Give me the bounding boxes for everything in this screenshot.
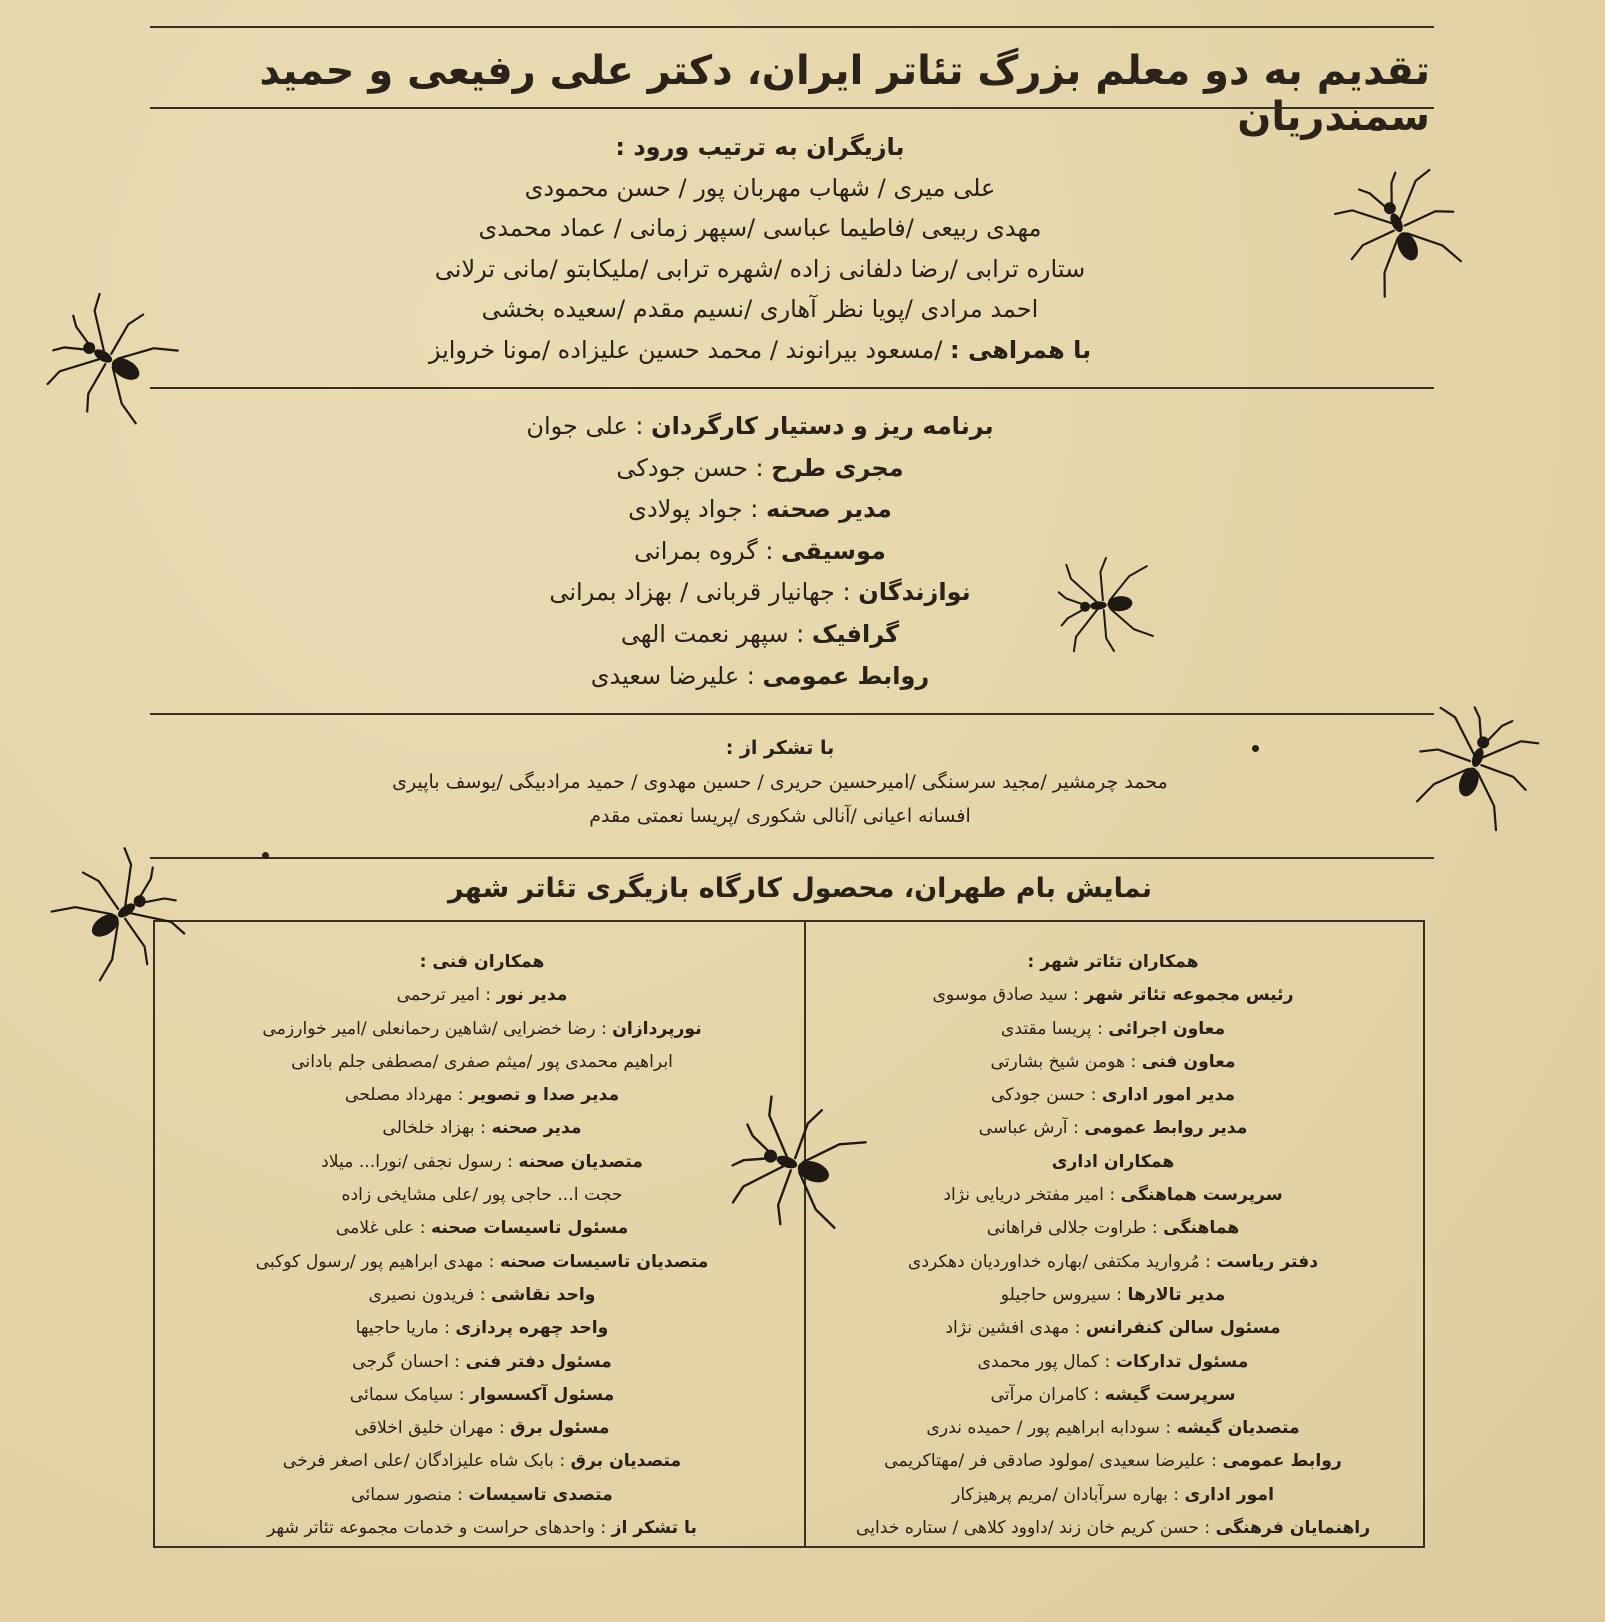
staff-role: مسئول آکسسوار (470, 1384, 615, 1405)
cast-line: ستاره ترابی /رضا دلفانی زاده /شهره ترابی /ملیکابتو /مانی ترلانی (434, 254, 1086, 283)
crew-line (460, 656, 1060, 698)
crew-role: مجری طرح (771, 453, 904, 482)
staff-line (808, 1279, 1418, 1312)
production-subtitle: نمایش بام طهران، محصول کارگاه بازیگری تئاتر شهر (447, 873, 1153, 904)
ant-icon (1398, 688, 1552, 842)
ink-speck (1252, 745, 1259, 752)
staff-role: با تشکر از (611, 1518, 697, 1539)
staff-role: متصدیان برق (570, 1451, 682, 1472)
staff-names: : منصور سمائی (351, 1484, 464, 1505)
staff-line (160, 1445, 804, 1478)
crew-line (460, 448, 1060, 490)
staff-names: : مهرداد مصلحی (344, 1085, 464, 1106)
staff-role: واحد چهره پردازی (455, 1318, 609, 1339)
staff-names: : طراوت جلالی فراهانی (986, 1218, 1158, 1239)
staff-names: : ماریا حاجیها (355, 1318, 450, 1339)
staff-names: : بهزاد خلخالی (382, 1118, 486, 1139)
staff-names: : امیر ترحمی (396, 985, 492, 1006)
staff-role: همکاران اداری (1051, 1151, 1175, 1172)
ant-icon (28, 278, 192, 442)
ink-speck (262, 852, 269, 859)
staff-names: : کامران مرآتی (990, 1384, 1100, 1405)
staff-line (808, 1212, 1418, 1245)
staff-line (160, 1079, 804, 1112)
staff-line (160, 1179, 804, 1212)
staff-role: مدیر نور (496, 985, 568, 1006)
accompany-names: /مسعود بیرانوند / محمد حسین علیزاده /مونا خروایز (428, 335, 943, 364)
staff-role: مدیر تالارها (1127, 1284, 1226, 1305)
staff-line (808, 1046, 1418, 1079)
crew-line (460, 572, 1060, 614)
crew-line (460, 531, 1060, 573)
staff-line (160, 1212, 804, 1245)
staff-names: : سید صادق موسوی (932, 985, 1079, 1006)
staff-line (808, 1112, 1418, 1145)
staff-names: : بهاره سرآبادان /مریم پرهیزکار (952, 1484, 1180, 1505)
staff-names: : علی غلامی (335, 1218, 426, 1239)
staff-names: : امیر مفتخر دریایی نژاد (943, 1185, 1116, 1206)
cast-line: مهدی ربیعی /فاطیما عباسی /سپهر زمانی / عماد محمدی (478, 214, 1042, 242)
staff-role: واحد نقاشی (490, 1284, 596, 1305)
staff-line (808, 1346, 1418, 1379)
cast-section (360, 127, 1160, 370)
cast-heading: بازیگران به ترتیب ورود : (615, 133, 905, 161)
staff-role: مسئول تدارکات (1115, 1351, 1249, 1372)
staff-names: حجت ا... حاجی پور /علی مشایخی زاده (341, 1185, 623, 1206)
staff-line (160, 1412, 804, 1445)
theater-staff-heading: همکاران تئاتر شهر : (1027, 952, 1199, 972)
staff-line (808, 1312, 1418, 1345)
crew-names: : جهانیار قربانی / بهزاد بمرانی (549, 578, 851, 607)
staff-names: : سودابه ابراهیم پور / حمیده ندری (926, 1418, 1172, 1439)
crew-section (460, 406, 1060, 697)
dedication-title: تقدیم به دو معلم بزرگ تئاتر ایران، دکتر علی رفیعی و حمید سمندریان (259, 48, 1430, 140)
staff-role: متصدیان گیشه (1176, 1418, 1300, 1439)
staff-role: راهنمایان فرهنگی (1215, 1518, 1371, 1539)
staff-names: : آرش عباسی (978, 1118, 1079, 1139)
dedication-rule (150, 107, 1434, 109)
thanks-section (260, 731, 1300, 833)
crew-names: : حسن جودکی (616, 453, 764, 482)
staff-names: : سیامک سمائی (349, 1384, 465, 1405)
crew-rule (150, 713, 1434, 715)
cast-line: علی میری / شهاب مهربان پور / حسن محمودی (524, 173, 996, 202)
staff-line (808, 1079, 1418, 1112)
staff-names: : مهدی افشین نژاد (945, 1318, 1081, 1339)
ant-icon (1051, 551, 1159, 659)
crew-role: نوازندگان (858, 578, 971, 607)
crew-line (460, 489, 1060, 531)
staff-role: سرپرست گیشه (1104, 1384, 1236, 1405)
cast-line: احمد مرادی /پویا نظر آهاری /نسیم مقدم /سعیده بخشی (481, 295, 1039, 323)
crew-role: گرافیک (811, 619, 900, 648)
staff-names: : حسن جودکی (990, 1085, 1097, 1106)
staff-names: : هومن شیخ بشارتی (990, 1051, 1137, 1072)
staff-line (160, 1379, 804, 1412)
staff-line (808, 1412, 1418, 1445)
crew-role: مدیر صحنه (765, 495, 892, 524)
staff-role: سرپرست هماهنگی (1120, 1185, 1283, 1206)
staff-names: : سیروس حاجیلو (1000, 1284, 1123, 1305)
staff-role: مسئول سالن کنفرانس (1085, 1318, 1281, 1339)
crew-names: : علیرضا سعیدی (590, 661, 755, 690)
staff-role: متصدیان صحنه (518, 1151, 643, 1172)
accompany-label: با همراهی : (950, 335, 1092, 364)
staff-line (160, 1346, 804, 1379)
staff-line (160, 1246, 804, 1279)
staff-names: : مُروارید مکتفی /بهاره خداوردیان دهکردی (907, 1251, 1211, 1272)
staff-names: : کمال پور محمدی (977, 1351, 1111, 1372)
staff-names: : پریسا مقتدی (1000, 1018, 1103, 1039)
staff-line (160, 1146, 804, 1179)
staff-line (160, 1312, 804, 1345)
staff-names: : فریدون نصیری (368, 1284, 486, 1305)
thanks-rule (150, 857, 1434, 859)
staff-names: : احسان گرجی (352, 1351, 461, 1372)
technical-staff-column (160, 946, 804, 1545)
crew-names: : جواد پولادی (628, 495, 759, 524)
crew-names: : سپهر نعمت الهی (620, 619, 805, 648)
crew-names: : علی جوان (526, 412, 644, 440)
crew-role: روابط عمومی (762, 661, 930, 690)
staff-role: متصدیان تاسیسات صحنه (499, 1251, 709, 1272)
staff-role: مسئول دفتر فنی (465, 1351, 612, 1372)
staff-line (160, 979, 804, 1012)
staff-names: : رسول نجفی /نورا... میلاد (321, 1151, 513, 1172)
staff-line (808, 1179, 1418, 1212)
staff-role: مدیر امور اداری (1101, 1085, 1236, 1106)
staff-line (808, 1445, 1418, 1478)
staff-role: مدیر صدا و تصویر (469, 1085, 620, 1106)
staff-role: معاون فنی (1141, 1051, 1236, 1072)
staff-names: ابراهیم محمدی پور /میثم صفری /مصطفی جلم بادانی (291, 1051, 673, 1072)
thanks-line: افسانه اعیانی /آنالی شکوری /پریسا نعمتی مقدم (589, 805, 971, 827)
crew-line (460, 614, 1060, 656)
crew-role: موسیقی (781, 536, 886, 565)
staff-names: : رضا خضرایی /شاهین رحمانعلی /امیر خوارزمی (262, 1018, 607, 1039)
theater-staff-column (808, 946, 1418, 1545)
crew-names: : گروه بمرانی (634, 536, 774, 565)
staff-role: نورپردازان (612, 1018, 702, 1039)
staff-line (160, 1013, 804, 1046)
staff-role: روابط عمومی (1222, 1451, 1342, 1472)
staff-line (808, 1512, 1418, 1545)
staff-role: مسئول تاسیسات صحنه (430, 1218, 629, 1239)
top-rule (150, 26, 1434, 28)
staff-line (808, 1246, 1418, 1279)
staff-line (160, 1279, 804, 1312)
staff-line (160, 1112, 804, 1145)
crew-role: برنامه ریز و دستیار کارگردان (651, 412, 994, 440)
staff-role: متصدی تاسیسات (468, 1484, 613, 1505)
staff-role: مدیر روابط عمومی (1084, 1118, 1248, 1139)
staff-names: : بابک شاه علیزادگان /علی اصغر فرخی (282, 1451, 566, 1472)
staff-names: : مهران خلیق اخلاقی (354, 1418, 505, 1439)
staff-line (160, 1512, 804, 1545)
crew-line (460, 406, 1060, 448)
technical-staff-heading: همکاران فنی : (419, 952, 545, 972)
ant-icon (1320, 150, 1479, 309)
thanks-line: محمد چرمشیر /مجید سرسنگی /امیرحسین حریری / حسین مهدوی / حمید مرادبیگی /یوسف باپیری (392, 771, 1168, 793)
staff-line (808, 1013, 1418, 1046)
staff-names: : علیرضا سعیدی /مولود صادقی فر /مهتاکریمی (884, 1451, 1217, 1472)
staff-line (808, 1379, 1418, 1412)
staff-role: امور اداری (1184, 1484, 1274, 1505)
staff-role: مسئول برق (510, 1418, 610, 1439)
staff-role: مدیر صحنه (491, 1118, 582, 1139)
staff-role: معاون اجرائی (1108, 1018, 1226, 1039)
staff-names: : حسن کریم خان زند /داوود کلاهی / ستاره خدایی (855, 1518, 1211, 1539)
staff-role: دفتر ریاست (1216, 1251, 1319, 1272)
staff-role: هماهنگی (1163, 1218, 1240, 1239)
staff-line (808, 1146, 1418, 1179)
staff-role: رئیس مجموعه تئاتر شهر (1084, 985, 1294, 1006)
thanks-heading: با تشکر از : (725, 737, 835, 759)
staff-line (808, 979, 1418, 1012)
cast-rule (150, 387, 1434, 389)
staff-names: : مهدی ابراهیم پور /رسول کوکبی (255, 1251, 495, 1272)
staff-line (160, 1479, 804, 1512)
staff-line (808, 1479, 1418, 1512)
cast-accompany-line (360, 330, 1160, 371)
staff-names: : واحدهای حراست و خدمات مجموعه تئاتر شهر (267, 1518, 607, 1539)
staff-line (160, 1046, 804, 1079)
